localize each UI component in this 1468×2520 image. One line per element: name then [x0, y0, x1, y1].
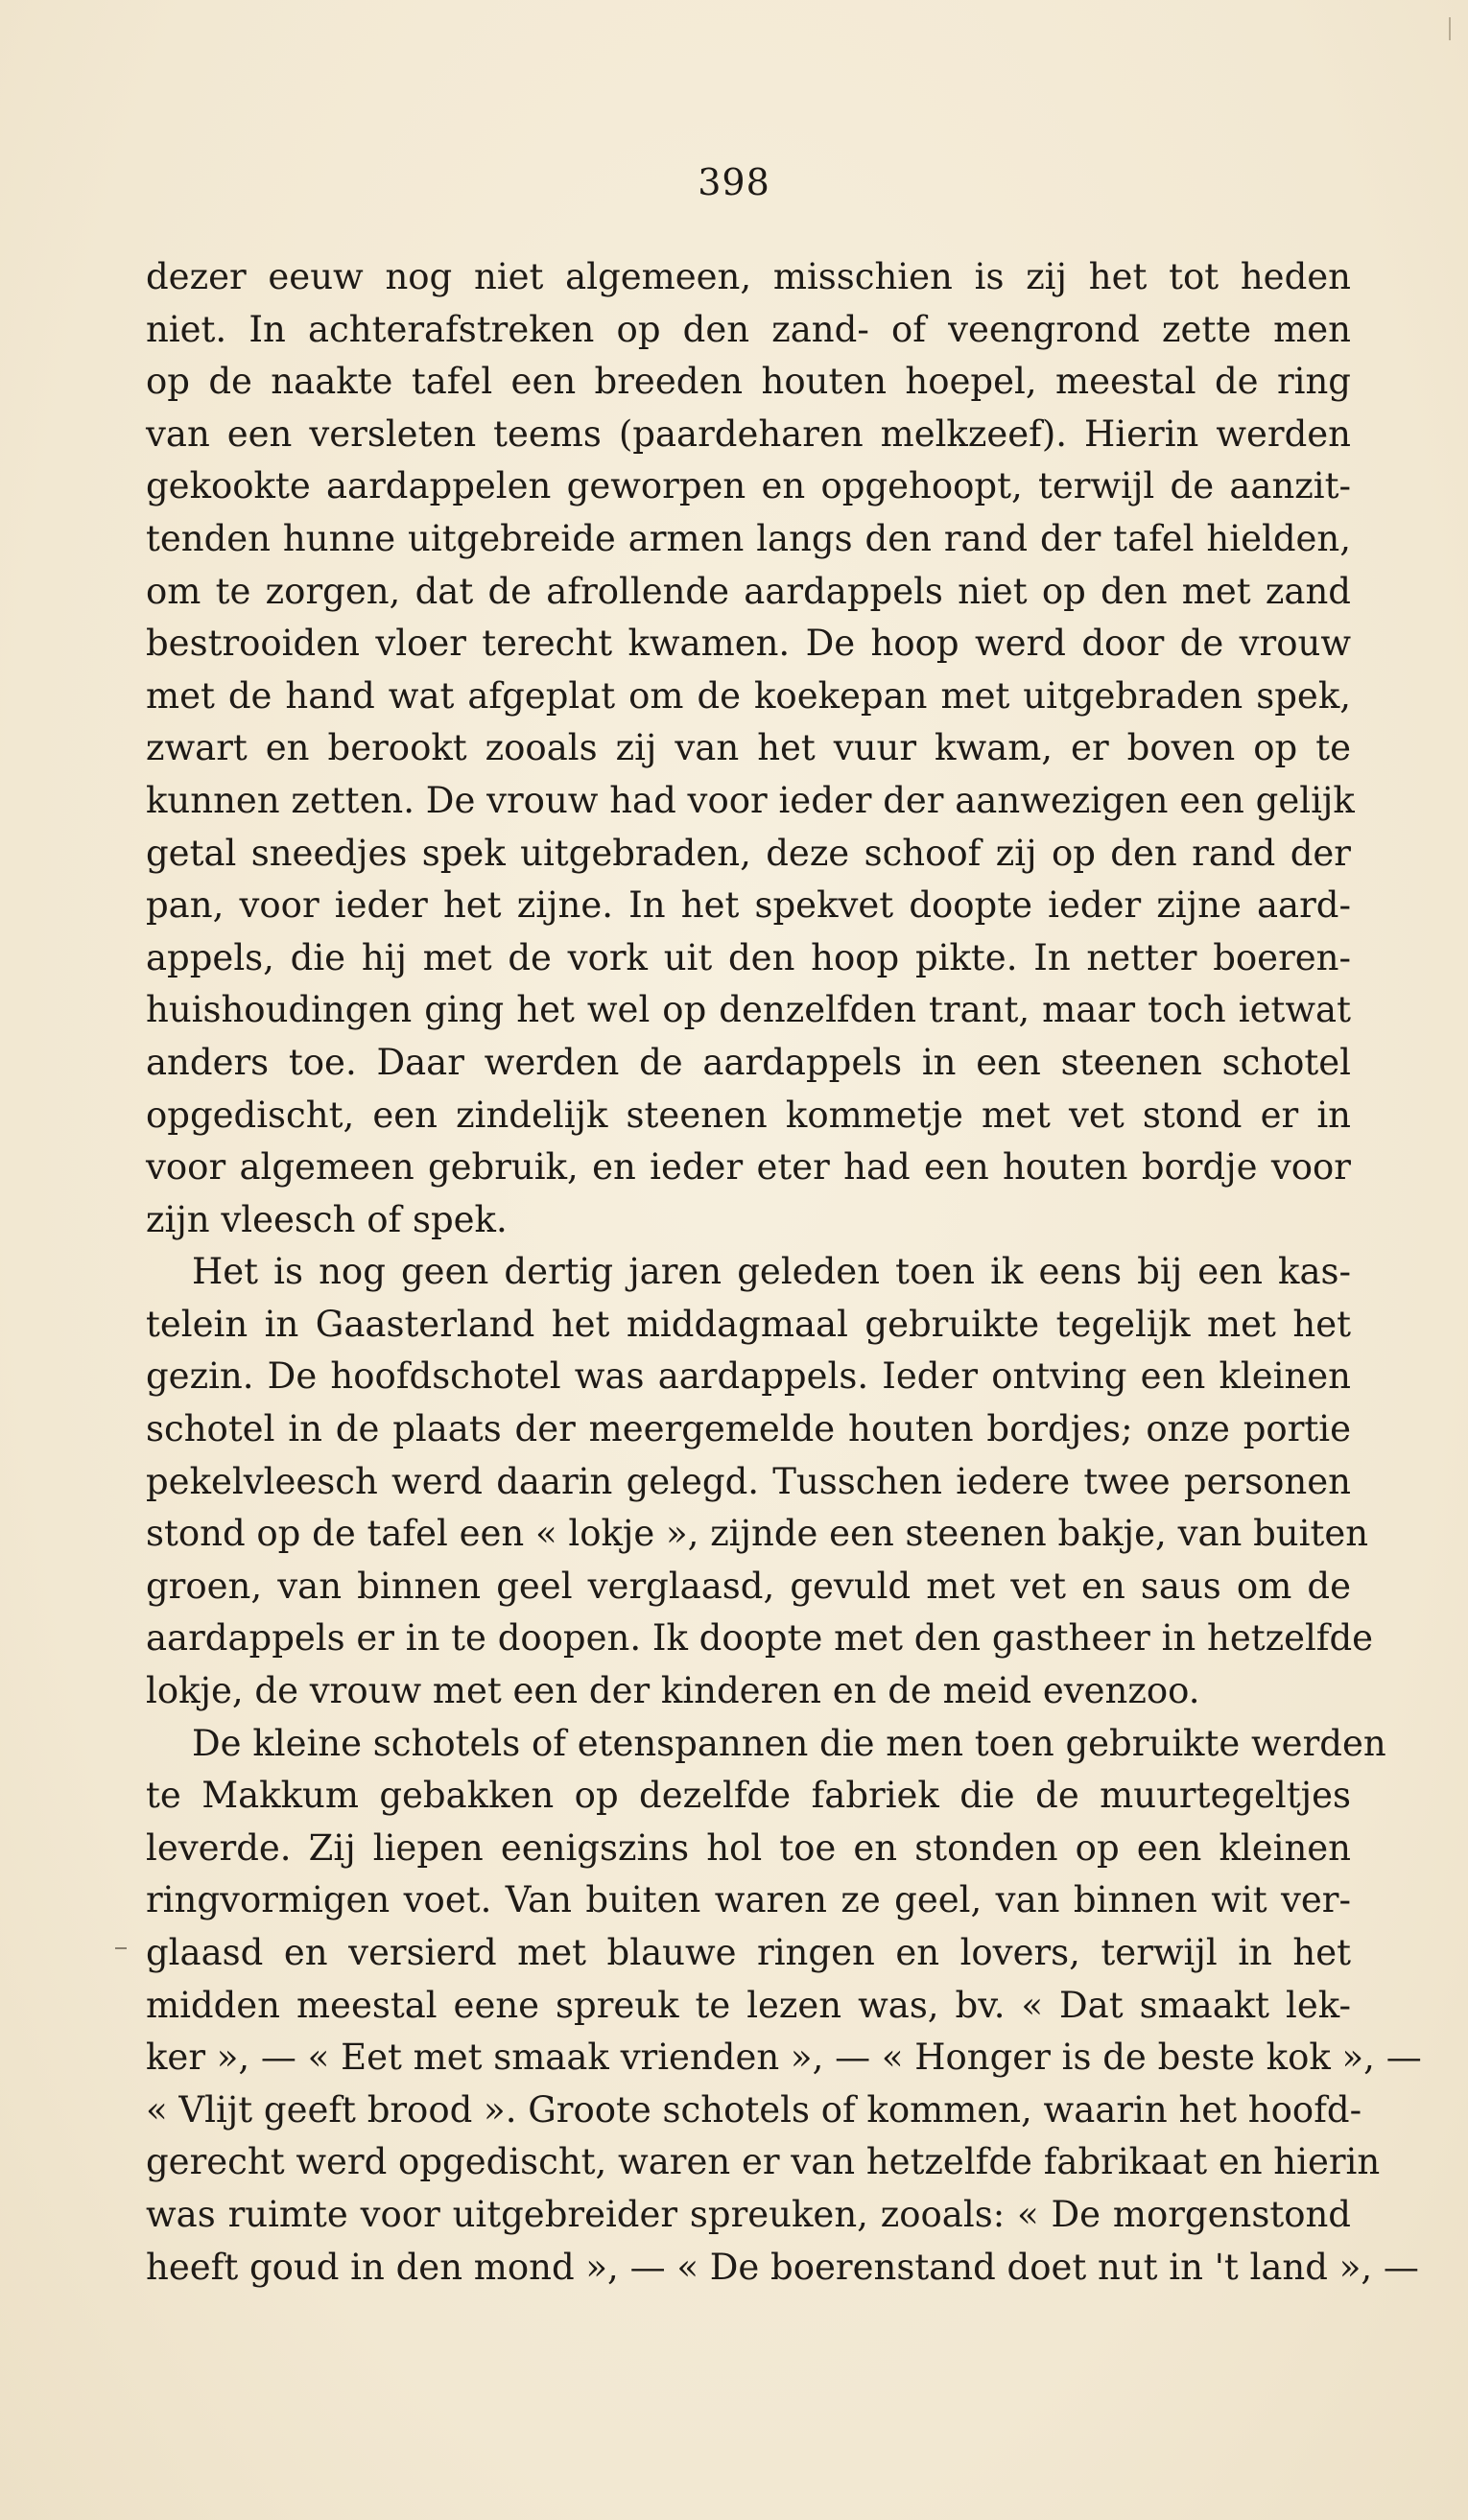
text-line: aardappels er in te doopen. Ik doopte met den gastheer in hetzelfde [146, 1617, 1374, 1660]
text-line: te Makkum gebakken op dezelfde fabriek die de muurtegeltjes [146, 1775, 1351, 1817]
text-line: bestrooiden vloer terecht kwamen. De hoop werd door de vrouw [146, 623, 1351, 665]
text-line: telein in Gaasterland het middagmaal gebruikte tegelijk met het [146, 1303, 1351, 1345]
text-line: ringvormigen voet. Van buiten waren ze geel, van binnen wit ver- [146, 1879, 1351, 1921]
text-line: opgedischt, een zindelijk steenen kommetje met vet stond er in [146, 1094, 1351, 1136]
text-line: ker », — « Eet met smaak vrienden », — « Honger is de beste kok », — [146, 2037, 1422, 2079]
text-line: tenden hunne uitgebreide armen langs den rand der tafel hielden, [146, 517, 1351, 559]
text-line: glaasd en versierd met blauwe ringen en lovers, terwijl in het [146, 1932, 1351, 1973]
text-line: voor algemeen gebruik, en ieder eter had een houten bordje voor [146, 1146, 1351, 1189]
text-line: « Vlijt geeft brood ». Groote schotels of kommen, waarin het hoofd- [146, 2088, 1362, 2131]
text-line: was ruimte voor uitgebreider spreuken, zooals: « De morgenstond [146, 2193, 1351, 2235]
body-text [146, 251, 1422, 2294]
text-line: gekookte aardappelen geworpen en opgehoopt, terwijl de aanzit- [146, 465, 1351, 507]
text-line: groen, van binnen geel verglaasd, gevuld met vet en saus om de [146, 1565, 1351, 1607]
text-line: met de hand wat afgeplat om de koekepan met uitgebraden spek, [146, 674, 1351, 717]
text-line: pan, voor ieder het zijne. In het spekvet doopte ieder zijne aard- [146, 884, 1351, 927]
page-number: 398 [698, 161, 770, 203]
text-line: getal sneedjes spek uitgebraden, deze schoof zij op den rand der [146, 832, 1351, 874]
text-line: gezin. De hoofdschotel was aardappels. Ieder ontving een kleinen [146, 1355, 1351, 1398]
text-line: zijn vleesch of spek. [146, 1198, 508, 1240]
text-line: huishoudingen ging het wel op denzelfden trant, maar toch ietwat [146, 989, 1351, 1031]
text-line: om te zorgen, dat de afrollende aardappels niet op den met zand [146, 570, 1351, 612]
text-line: Het is nog geen dertig jaren geleden toen ik eens bij een kas- [192, 1251, 1351, 1293]
text-line: heeft goud in den mond », — « De boerenstand doet nut in 't land », — [146, 2246, 1419, 2288]
text-line: appels, die hij met de vork uit den hoop pikte. In netter boeren- [146, 936, 1351, 978]
text-line: lokje, de vrouw met een der kinderen en de meid evenzoo. [146, 1670, 1200, 1712]
text-line: dezer eeuw nog niet algemeen, misschien is zij het tot heden [146, 256, 1351, 297]
text-line: midden meestal eene spreuk te lezen was, bv. « Dat smaakt lek- [146, 1984, 1351, 2026]
text-line: anders toe. Daar werden de aardappels in een steenen schotel [146, 1041, 1351, 1083]
text-line: pekelvleesch werd daarin gelegd. Tusschen iedere twee personen [146, 1460, 1351, 1502]
text-line: zwart en berookt zooals zij van het vuur kwam, er boven op te [146, 727, 1351, 769]
page-edge-mark [1449, 17, 1451, 40]
text-line: van een versleten teems (paardeharen melkzeef). Hierin werden [146, 412, 1351, 455]
text-line: kunnen zetten. De vrouw had voor ieder der aanwezigen een gelijk [146, 779, 1355, 821]
text-line: op de naakte tafel een breeden houten hoepel, meestal de ring [146, 361, 1351, 403]
text-line: stond op de tafel een « lokje », zijnde een steenen bakje, van buiten [146, 1513, 1369, 1555]
text-line: schotel in de plaats der meergemelde houten bordjes; onze portie [146, 1408, 1351, 1450]
text-line: De kleine schotels of etenspannen die men toen gebruikte werden [192, 1722, 1386, 1764]
text-line: gerecht werd opgedischt, waren er van hetzelfde fabrikaat en hierin [146, 2141, 1381, 2183]
text-line: leverde. Zij liepen eenigszins hol toe en stonden op een kleinen [146, 1826, 1351, 1869]
margin-mark [115, 1947, 127, 1949]
text-line: niet. In achterafstreken op den zand- of veengrond zette men [146, 308, 1351, 350]
